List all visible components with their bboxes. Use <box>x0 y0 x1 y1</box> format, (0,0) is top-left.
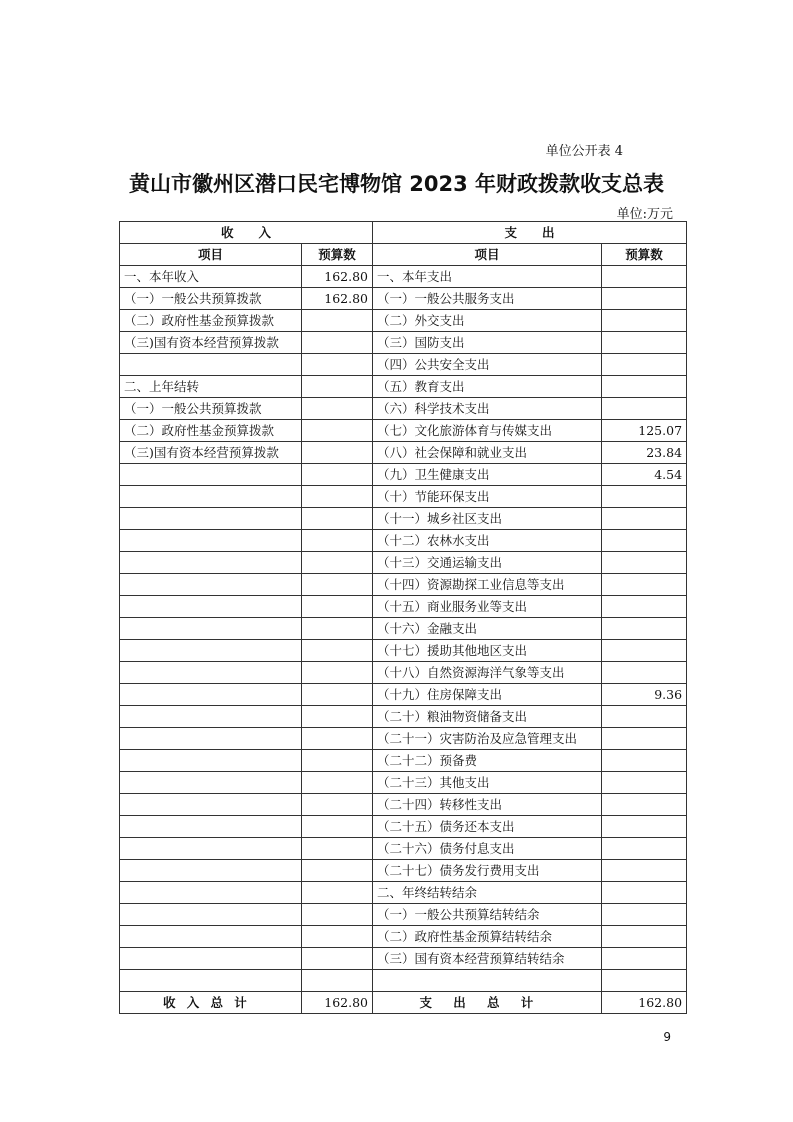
income-item-cell <box>120 596 302 618</box>
expense-item-cell: （三）国有资本经营预算结转结余 <box>373 948 602 970</box>
expense-item-cell: （二十五）债务还本支出 <box>373 816 602 838</box>
expense-item-cell: （二十）粮油物资储备支出 <box>373 706 602 728</box>
table-row <box>120 508 687 530</box>
expense-item-cell: （十五）商业服务业等支出 <box>373 596 602 618</box>
table-row <box>120 618 687 640</box>
income-item-cell <box>120 574 302 596</box>
income-item-cell <box>120 882 302 904</box>
total-row <box>120 992 687 1014</box>
expense-item-cell: （十六）金融支出 <box>373 618 602 640</box>
table-row <box>120 288 687 310</box>
income-item-cell <box>120 860 302 882</box>
revenue-expenditure-table <box>119 221 687 1014</box>
income-value-cell <box>302 442 373 464</box>
income-item-cell <box>120 706 302 728</box>
income-total-label: 收入总计 <box>120 992 302 1014</box>
table-row <box>120 904 687 926</box>
expense-item-cell: （七）文化旅游体育与传媒支出 <box>373 420 602 442</box>
income-item-cell <box>120 904 302 926</box>
expense-value-cell: 125.07 <box>602 420 687 442</box>
expense-value-cell <box>602 596 687 618</box>
expense-item-cell: （四）公共安全支出 <box>373 354 602 376</box>
table-row <box>120 442 687 464</box>
income-value-cell <box>302 552 373 574</box>
table-row <box>120 948 687 970</box>
income-item-cell <box>120 640 302 662</box>
income-item-cell <box>120 552 302 574</box>
income-value-cell <box>302 508 373 530</box>
income-value-cell <box>302 794 373 816</box>
income-value-cell <box>302 310 373 332</box>
table-row <box>120 486 687 508</box>
expense-value-cell <box>602 332 687 354</box>
income-value-cell <box>302 904 373 926</box>
expense-value-cell <box>602 266 687 288</box>
expense-total-value: 162.80 <box>602 992 687 1014</box>
expense-total-label: 支出总计 <box>373 992 602 1014</box>
income-value-cell <box>302 838 373 860</box>
expense-item-cell: （十七）援助其他地区支出 <box>373 640 602 662</box>
table-row <box>120 530 687 552</box>
expense-item-cell: 一、本年支出 <box>373 266 602 288</box>
income-item-cell <box>120 970 302 992</box>
expense-value-cell <box>602 354 687 376</box>
expense-item-cell: （二十四）转移性支出 <box>373 794 602 816</box>
expense-value-cell: 4.54 <box>602 464 687 486</box>
expense-section-header: 支 出 <box>373 222 687 244</box>
income-item-cell: （三)国有资本经营预算拨款 <box>120 332 302 354</box>
table-row <box>120 794 687 816</box>
expense-item-cell: （十八）自然资源海洋气象等支出 <box>373 662 602 684</box>
expense-value-cell <box>602 288 687 310</box>
income-value-cell <box>302 684 373 706</box>
expense-value-cell <box>602 860 687 882</box>
expense-value-cell <box>602 794 687 816</box>
expense-value-cell <box>602 926 687 948</box>
income-value-cell <box>302 464 373 486</box>
page-number: 9 <box>663 1030 671 1044</box>
expense-value-cell <box>602 772 687 794</box>
expense-item-cell: （二十一）灾害防治及应急管理支出 <box>373 728 602 750</box>
expense-value-cell <box>602 706 687 728</box>
table-row <box>120 266 687 288</box>
expense-item-cell: （九）卫生健康支出 <box>373 464 602 486</box>
income-item-cell <box>120 618 302 640</box>
expense-item-cell: （二）外交支出 <box>373 310 602 332</box>
income-value-cell <box>302 530 373 552</box>
expense-item-cell: （八）社会保障和就业支出 <box>373 442 602 464</box>
expense-value-cell <box>602 640 687 662</box>
table-row <box>120 882 687 904</box>
income-value-cell <box>302 772 373 794</box>
expense-value-cell <box>602 838 687 860</box>
expense-value-cell <box>602 662 687 684</box>
income-value-cell <box>302 662 373 684</box>
income-item-cell: （二）政府性基金预算拨款 <box>120 310 302 332</box>
income-item-cell <box>120 838 302 860</box>
table-row <box>120 926 687 948</box>
table-row <box>120 420 687 442</box>
table-row <box>120 376 687 398</box>
expense-item-cell: （十二）农林水支出 <box>373 530 602 552</box>
income-item-col-header: 项目 <box>120 244 302 266</box>
income-value-cell <box>302 640 373 662</box>
income-value-cell <box>302 970 373 992</box>
table-row <box>120 464 687 486</box>
expense-value-cell <box>602 574 687 596</box>
income-item-cell <box>120 464 302 486</box>
expense-value-cell <box>602 970 687 992</box>
expense-value-cell <box>602 530 687 552</box>
expense-item-cell: （二十三）其他支出 <box>373 772 602 794</box>
page-title: 黄山市徽州区潜口民宅博物馆 2023 年财政拨款收支总表 <box>128 172 665 196</box>
expense-value-cell <box>602 486 687 508</box>
unit-label: 单位:万元 <box>616 207 673 222</box>
expense-item-col-header: 项目 <box>373 244 602 266</box>
table-row <box>120 662 687 684</box>
income-value-cell <box>302 948 373 970</box>
expense-value-cell <box>602 904 687 926</box>
income-item-cell <box>120 750 302 772</box>
form-number: 单位公开表 4 <box>545 144 623 159</box>
income-item-cell <box>120 816 302 838</box>
expense-item-cell: （二十七）债务发行费用支出 <box>373 860 602 882</box>
expense-value-cell <box>602 750 687 772</box>
income-value-cell <box>302 816 373 838</box>
income-value-cell <box>302 706 373 728</box>
income-value-cell <box>302 376 373 398</box>
expense-value-cell <box>602 882 687 904</box>
income-item-cell: （三)国有资本经营预算拨款 <box>120 442 302 464</box>
table-row <box>120 640 687 662</box>
table-row <box>120 728 687 750</box>
expense-item-cell: （二十六）债务付息支出 <box>373 838 602 860</box>
expense-value-cell <box>602 552 687 574</box>
income-item-cell <box>120 728 302 750</box>
expense-item-cell: （十三）交通运输支出 <box>373 552 602 574</box>
income-item-cell: （二）政府性基金预算拨款 <box>120 420 302 442</box>
income-value-cell <box>302 596 373 618</box>
income-value-cell <box>302 398 373 420</box>
income-value-cell: 162.80 <box>302 288 373 310</box>
income-item-cell <box>120 530 302 552</box>
expense-value-cell <box>602 508 687 530</box>
expense-item-cell: （三）国防支出 <box>373 332 602 354</box>
income-value-cell <box>302 882 373 904</box>
table-row <box>120 860 687 882</box>
expense-item-cell <box>373 970 602 992</box>
income-item-cell <box>120 354 302 376</box>
column-header-row <box>120 244 687 266</box>
expense-item-cell: （十九）住房保障支出 <box>373 684 602 706</box>
income-item-cell <box>120 684 302 706</box>
expense-item-cell: （十）节能环保支出 <box>373 486 602 508</box>
table-row <box>120 332 687 354</box>
expense-value-cell <box>602 310 687 332</box>
table-row <box>120 574 687 596</box>
expense-item-cell: （一）一般公共预算结转结余 <box>373 904 602 926</box>
expense-item-cell: （一）一般公共服务支出 <box>373 288 602 310</box>
table-row <box>120 354 687 376</box>
income-item-cell <box>120 662 302 684</box>
income-value-cell <box>302 750 373 772</box>
income-value-cell <box>302 332 373 354</box>
expense-item-cell: （六）科学技术支出 <box>373 398 602 420</box>
expense-value-cell <box>602 948 687 970</box>
expense-value-cell: 23.84 <box>602 442 687 464</box>
expense-item-cell: （五）教育支出 <box>373 376 602 398</box>
table-row <box>120 552 687 574</box>
income-value-cell <box>302 926 373 948</box>
expense-item-cell: （二十二）预备费 <box>373 750 602 772</box>
income-value-cell <box>302 354 373 376</box>
table-row <box>120 398 687 420</box>
expense-value-cell <box>602 728 687 750</box>
income-total-value: 162.80 <box>302 992 373 1014</box>
income-value-cell: 162.80 <box>302 266 373 288</box>
income-value-cell <box>302 574 373 596</box>
table-row <box>120 706 687 728</box>
table-row <box>120 750 687 772</box>
table-row <box>120 838 687 860</box>
income-item-cell <box>120 926 302 948</box>
income-item-cell <box>120 948 302 970</box>
table-row <box>120 970 687 992</box>
table-row <box>120 310 687 332</box>
expense-item-cell: 二、年终结转结余 <box>373 882 602 904</box>
table-row <box>120 596 687 618</box>
income-value-cell <box>302 486 373 508</box>
expense-budget-col-header: 预算数 <box>602 244 687 266</box>
expense-value-cell <box>602 618 687 640</box>
income-item-cell <box>120 772 302 794</box>
expense-item-cell: （十四）资源勘探工业信息等支出 <box>373 574 602 596</box>
income-item-cell <box>120 486 302 508</box>
expense-item-cell: （十一）城乡社区支出 <box>373 508 602 530</box>
expense-value-cell <box>602 398 687 420</box>
table-row <box>120 684 687 706</box>
income-item-cell: （一）一般公共预算拨款 <box>120 288 302 310</box>
income-value-cell <box>302 728 373 750</box>
income-budget-col-header: 预算数 <box>302 244 373 266</box>
income-value-cell <box>302 618 373 640</box>
income-item-cell <box>120 508 302 530</box>
table-row <box>120 816 687 838</box>
expense-item-cell: （二）政府性基金预算结转结余 <box>373 926 602 948</box>
expense-value-cell <box>602 816 687 838</box>
income-item-cell <box>120 794 302 816</box>
income-item-cell: 二、上年结转 <box>120 376 302 398</box>
income-value-cell <box>302 860 373 882</box>
income-item-cell: （一）一般公共预算拨款 <box>120 398 302 420</box>
income-item-cell: 一、本年收入 <box>120 266 302 288</box>
table-row <box>120 772 687 794</box>
income-value-cell <box>302 420 373 442</box>
expense-value-cell <box>602 376 687 398</box>
income-section-header: 收 入 <box>120 222 373 244</box>
expense-value-cell: 9.36 <box>602 684 687 706</box>
section-header-row <box>120 222 687 244</box>
